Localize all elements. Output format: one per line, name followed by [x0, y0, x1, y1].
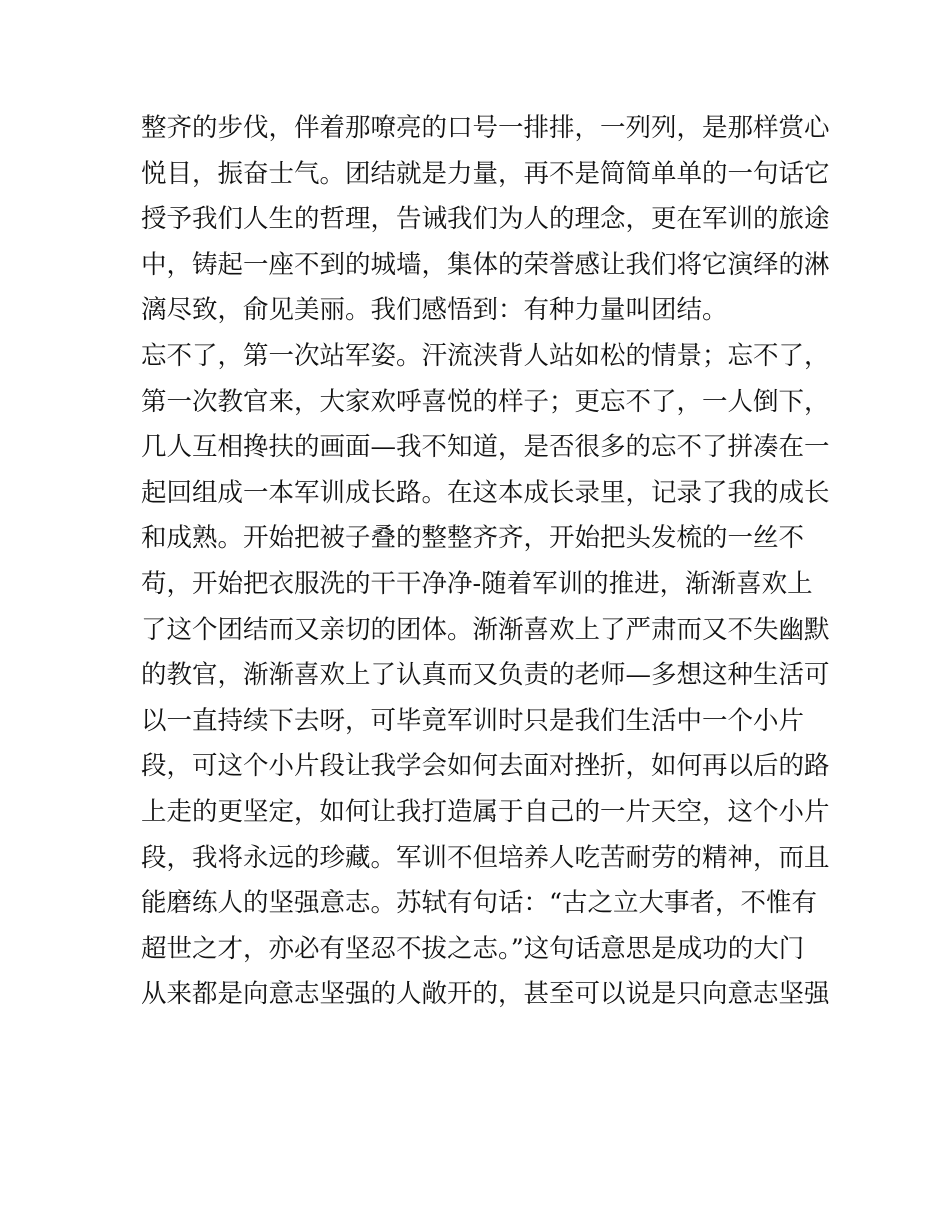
text-line: 苟，开始把衣服洗的干干净净-随着军训的推进，渐渐喜欢上: [141, 568, 813, 599]
text-line: 以一直持续下去呀，可毕竟军训时只是我们生活中一个小片: [141, 705, 805, 736]
text-line: 从来都是向意志坚强的人敞开的，甚至可以说是只向意志坚强: [141, 979, 830, 1010]
text-line: 的教官，渐渐喜欢上了认真而又负责的老师—多想这种生活可: [141, 660, 830, 691]
text-line: 中，铸起一座不到的城墙，集体的荣誉感让我们将它演绎的淋: [141, 249, 830, 280]
text-line: 悦目，振奋士气。团结就是力量，再不是简简单单的一句话它: [141, 158, 830, 189]
text-line: 超世之才，亦必有坚忍不拔之志。”这句话意思是成功的大门: [141, 933, 805, 964]
text-line: 段，我将永远的珍藏。军训不但培养人吃苦耐劳的精神，而且: [141, 842, 830, 873]
text-line: 起回组成一本军训成长路。在这本成长录里，记录了我的成长: [141, 477, 830, 508]
text-line: 几人互相搀扶的画面—我不知道，是否很多的忘不了拼凑在一: [141, 432, 830, 463]
text-line: 了这个团结而又亲切的团体。渐渐喜欢上了严肃而又不失幽默: [141, 614, 830, 645]
text-line: 上走的更坚定，如何让我打造属于自己的一片天空，这个小片: [141, 796, 830, 827]
text-line: 段，可这个小片段让我学会如何去面对挫折，如何再以后的路: [141, 751, 830, 782]
body-text: [141, 106, 830, 1018]
text-line: 和成熟。开始把被子叠的整整齐齐，开始把头发梳的一丝不: [141, 523, 805, 554]
text-line: 忘不了，第一次站军姿。汗流浃背人站如松的情景；忘不了，: [141, 340, 830, 371]
text-line: 授予我们人生的哲理，告诫我们为人的理念，更在军训的旅途: [141, 204, 830, 235]
text-line: 能磨练人的坚强意志。苏轼有句话：“古之立大事者，不惟有: [141, 888, 818, 919]
text-line: 第一次教官来，大家欢呼喜悦的样子；更忘不了，一人倒下，: [141, 386, 830, 417]
text-line: 整齐的步伐，伴着那嘹亮的口号一排排，一列列，是那样赏心: [141, 113, 830, 143]
text-line: 漓尽致，俞见美丽。我们感悟到：有种力量叫团结。: [141, 295, 728, 326]
